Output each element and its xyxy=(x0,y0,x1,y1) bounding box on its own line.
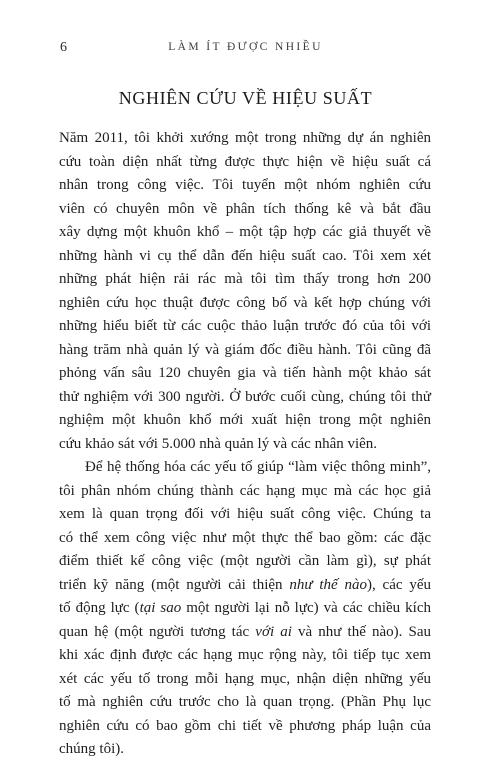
text-run: tố động lực ( xyxy=(59,600,140,616)
text-line xyxy=(59,621,431,645)
text-run: và như thế nào). Sau xyxy=(291,623,432,640)
text-line: xem là quan trọng đối với hiệu suất công việc. Chúng ta xyxy=(59,506,431,522)
page-number: 6 xyxy=(60,40,67,55)
text-run: quan hệ (một người tương tác xyxy=(59,623,256,640)
text-line: Năm 2011, tôi khởi xướng một trong những dự án nghiên xyxy=(59,130,431,146)
text-line: tôi phân nhóm chúng thành các hạng mục mà các học giả xyxy=(59,482,431,499)
text-line: tố mà nghiên cứu trước cho là quan trọng. (Phần Phụ lục xyxy=(59,694,431,710)
text-line: cứu khảo sát với 5.000 nhà quản lý và các nhân viên. xyxy=(59,435,378,452)
text-line: chúng tôi). xyxy=(59,741,124,757)
text-run: một người lại nỗ lực) và các chiều kích xyxy=(181,600,431,616)
text-line: xét các yếu tố trong mỗi hạng mục, nhận diện những yếu xyxy=(59,670,431,687)
text-run: ), các yếu xyxy=(367,576,431,593)
text-line: nghiên cứu học thuật được công bố và kết hợp chúng với xyxy=(59,294,431,311)
page-header xyxy=(0,40,491,60)
text-line: viên có chuyên môn về phân tích thống kê và bắt đầu xyxy=(59,200,431,217)
running-head: LÀM ÍT ĐƯỢC NHIỀU xyxy=(168,41,323,53)
text-line: những hành vi cụ thể dẫn đến hiệu suất cao. Tôi xem xét xyxy=(59,247,431,264)
text-line: thử nghiệm với 300 người. Ở bước cuối cùng, chúng tôi thử xyxy=(59,388,431,405)
text-line xyxy=(59,574,431,598)
text-line: nghiên cứu có bao gồm chi tiết về phương pháp luận của xyxy=(59,717,431,734)
text-line: những phát hiện rải rác mà tôi tìm thấy trong hơn 200 xyxy=(59,271,431,287)
text-line: những hiểu biết từ các cuộc thảo luận trước đó của tôi với xyxy=(59,318,431,334)
text-line: có thể xem công việc như một thực thể bao gồm: các đặc xyxy=(59,529,431,546)
body-text xyxy=(59,127,431,762)
section-title: NGHIÊN CỨU VỀ HIỆU SUẤT xyxy=(118,88,373,108)
text-line xyxy=(59,597,431,621)
paragraph-1 xyxy=(59,127,431,456)
text-line: phỏng vấn sâu 120 chuyên gia và tiến hành một khảo sát xyxy=(59,365,431,381)
text-line: nhân trong công việc. Tôi tuyển một nhóm nghiên cứu xyxy=(59,177,431,193)
text-line: cứu toàn diện nhất từng được thực hiện về hiệu suất cá xyxy=(59,153,431,170)
paragraph-2 xyxy=(59,456,431,762)
text-line: hàng trăm nhà quản lý và giám đốc điều hành. Tôi cũng đã xyxy=(59,341,431,358)
italic-text: với ai xyxy=(255,623,292,640)
text-run: triển kỹ năng (một người cải thiện xyxy=(59,576,290,593)
text-line: khi xác định được các hạng mục rộng này, tôi tiếp tục xem xyxy=(59,647,431,663)
text-line: điểm thiết kế công việc (một người cần làm gì), sự phát xyxy=(59,553,431,569)
italic-text: như thế nào xyxy=(289,576,367,593)
italic-text: tại sao xyxy=(139,600,182,616)
text-line: Để hệ thống hóa các yếu tố giúp “làm việc thông minh”, xyxy=(85,459,431,475)
text-line: xây dựng một khuôn khổ – một tập hợp các giả thuyết về xyxy=(59,224,431,240)
text-line: nghiệm một khuôn khổ mới xuất hiện trong một nghiên xyxy=(59,412,431,428)
